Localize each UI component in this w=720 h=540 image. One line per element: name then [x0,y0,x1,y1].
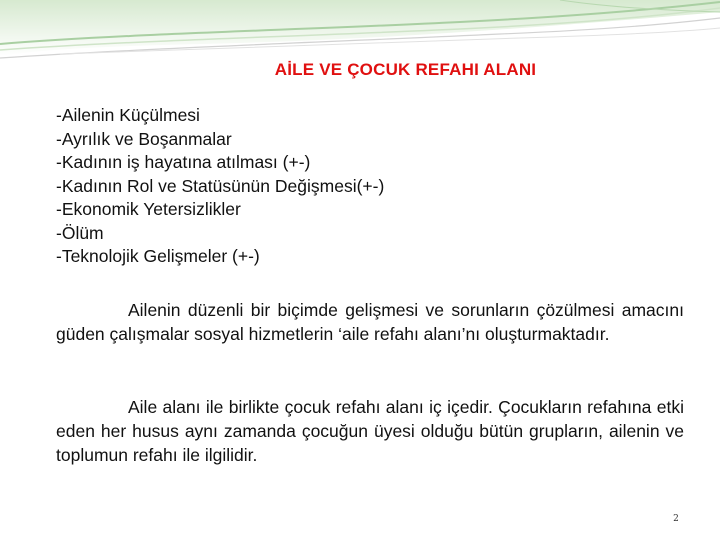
list-item: -Kadının Rol ve Statüsünün Değişmesi(+-) [56,175,385,196]
factor-list [56,104,384,269]
list-item: -Teknolojik Gelişmeler (+-) [56,246,260,266]
list-item: -Ekonomik Yetersizlikler [56,199,241,219]
list-item: -Kadının iş hayatına atılması (+-) [56,152,311,172]
page-number: 2 [673,514,679,524]
list-item: -Ayrılık ve Boşanmalar [56,128,232,149]
paragraph-family-welfare: Ailenin düzenli bir biçimde gelişmesi ve sorunların çözülmesi amacını güden çalışmalar sosyal hizmetlerin ‘aile refahı alanı’nı oluşturmaktadır. [56,300,684,344]
list-item: -Ölüm [56,222,104,243]
slide-title: AİLE VE ÇOCUK REFAHI ALANI [274,60,537,79]
list-item: -Ailenin Küçülmesi [56,105,200,125]
paragraph-child-welfare: Aile alanı ile birlikte çocuk refahı alanı iç içedir. Çocukların refahına etki eden her husus aynı zamanda çocuğun üyesi olduğu bütün grupların, ailenin ve toplumun refahı ile ilgilidir. [56,397,684,465]
